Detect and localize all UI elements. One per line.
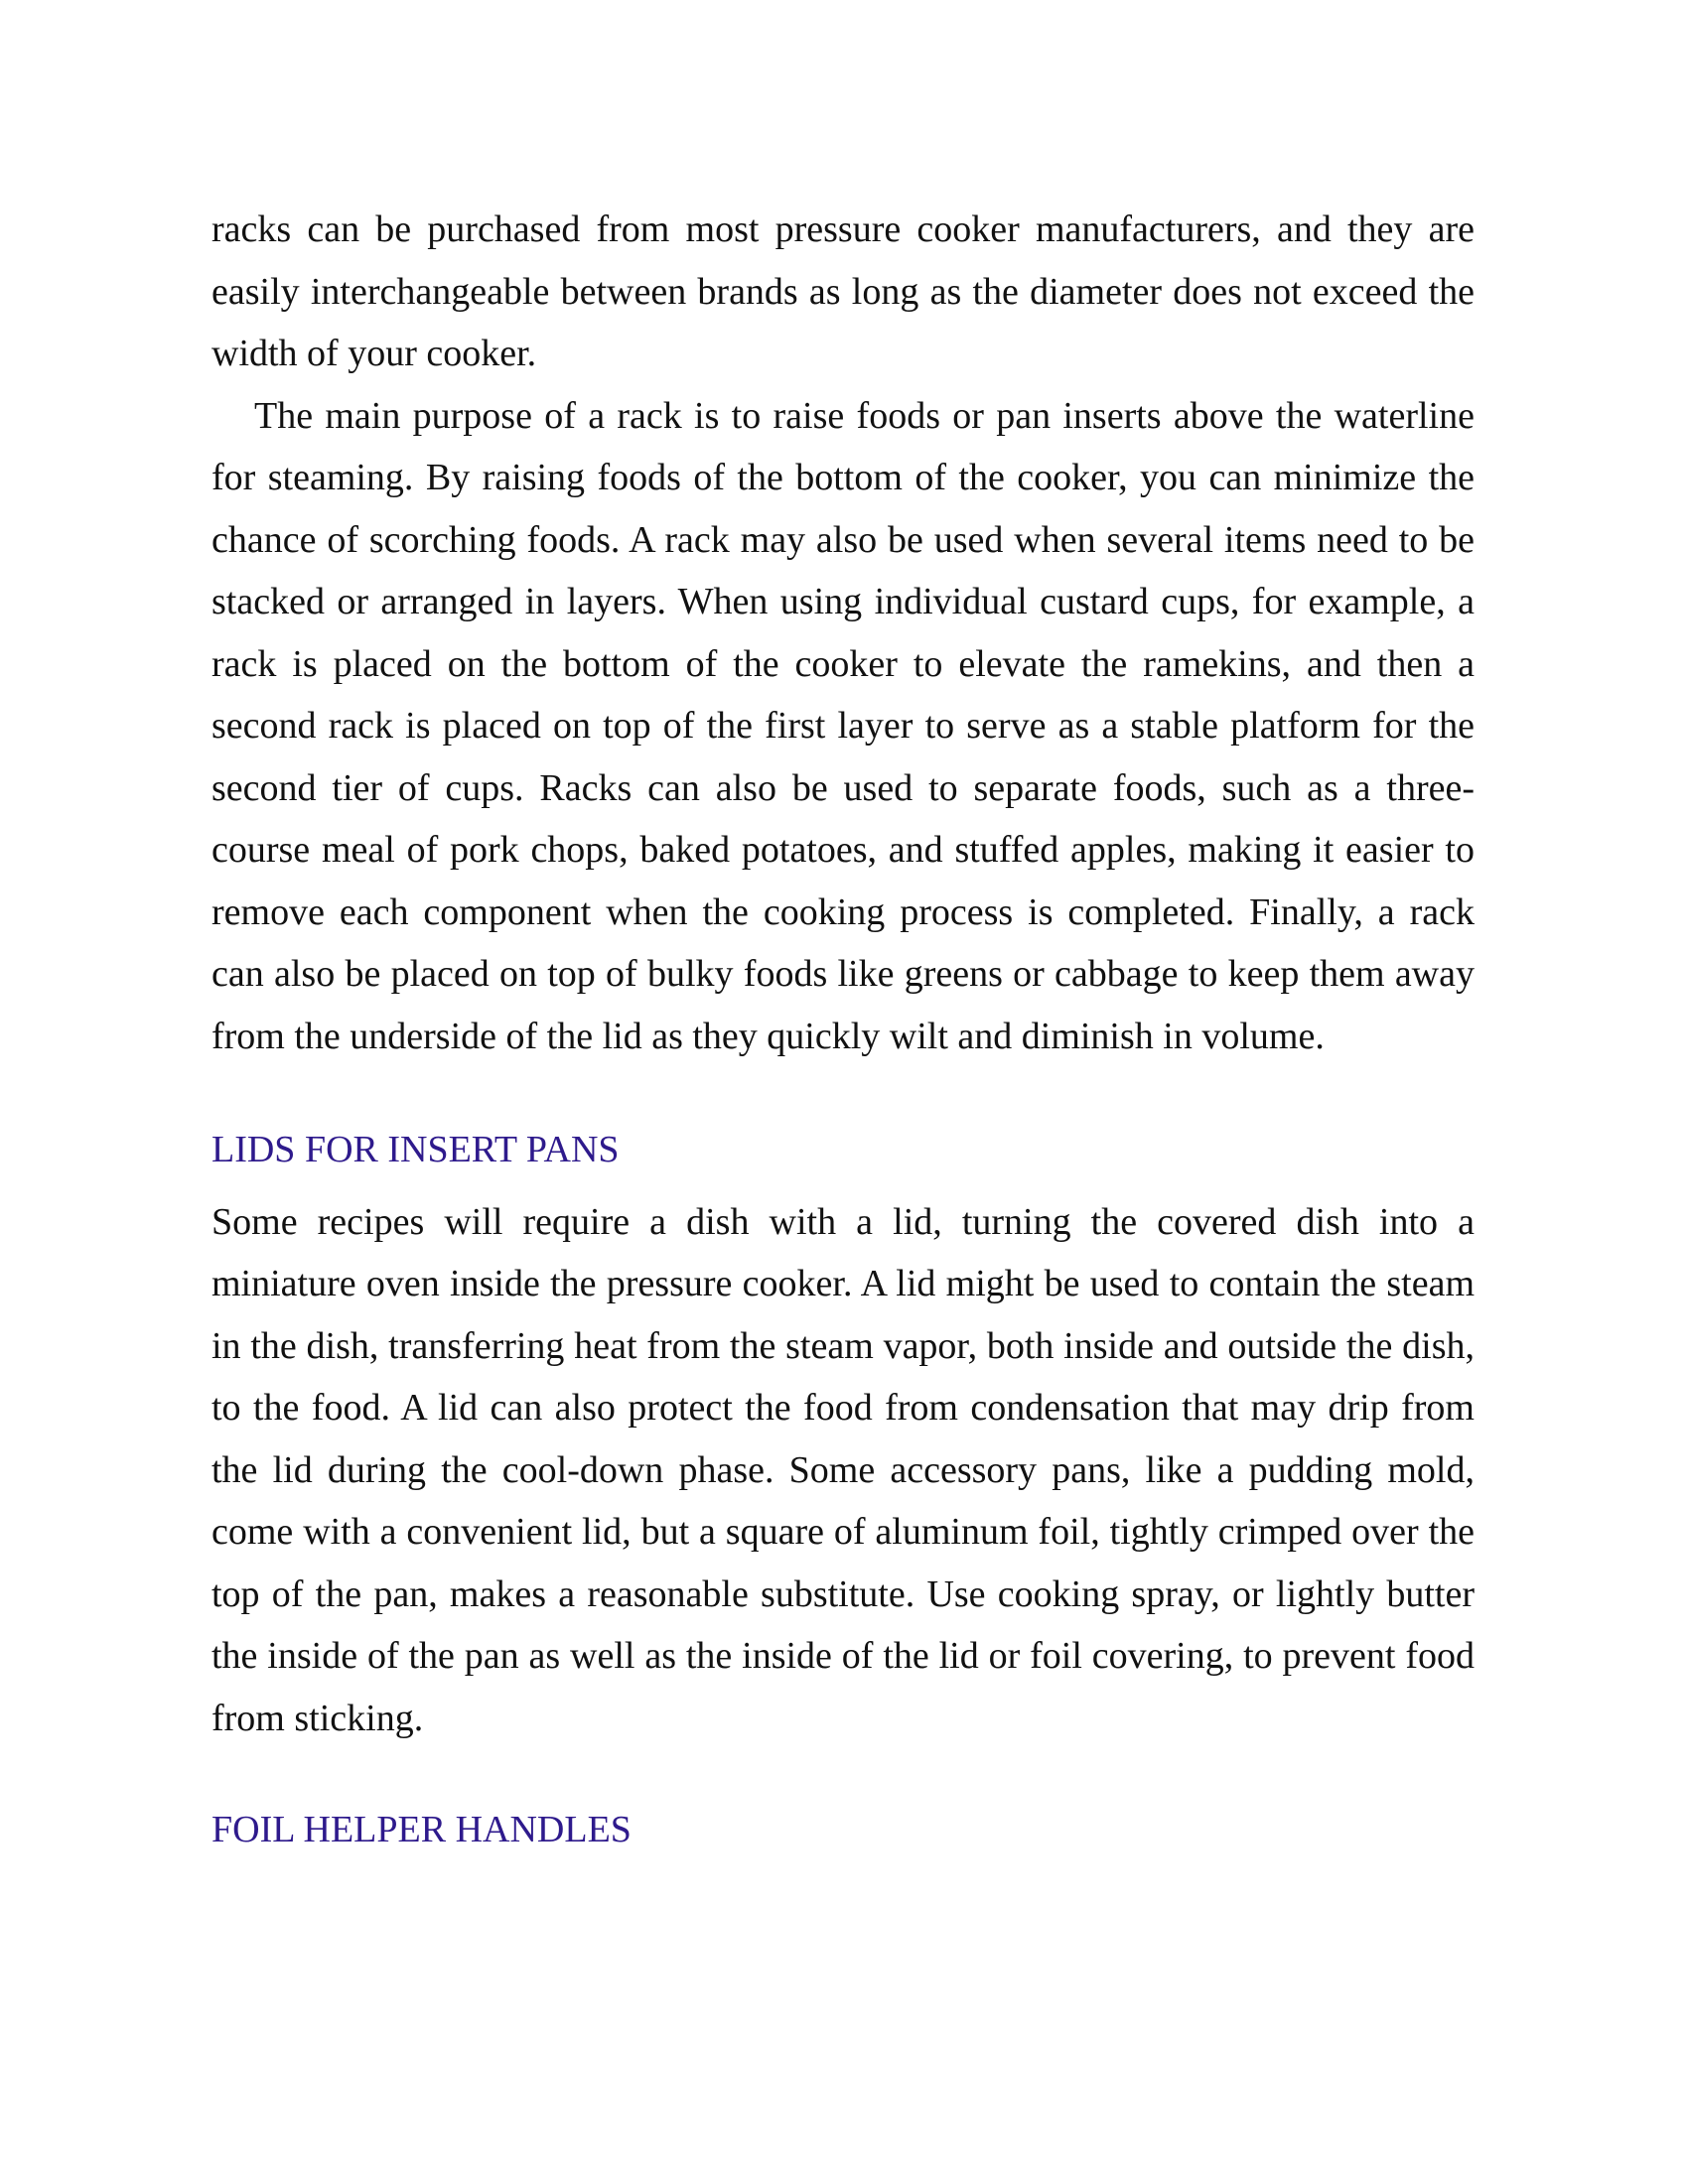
- section-heading-lids: LIDS FOR INSERT PANS: [211, 1129, 620, 1170]
- paragraph-lids: Some recipes will require a dish with a lid, turning the covered dish into a miniature oven inside the pressure cooker. A lid might be used to contain the steam in the dish, transferring heat from the steam vapor, both inside and outside the dish, to the food. A lid can also protect the food from condensation that may drip from the lid during the cool-down phase. Some accessory pans, like a pudding mold, come with a convenient lid, but a square of aluminum foil, tightly crimped over the top of the pan, makes a reasonable substitute. Use cooking spray, or lightly butter the inside of the pan as well as the inside of the lid or foil covering, to prevent food from sticking.: [211, 1200, 1475, 1739]
- page-body: [211, 199, 1475, 1861]
- paragraph-rack-purpose: The main purpose of a rack is to raise foods or pan inserts above the waterline for steaming. By raising foods of the bottom of the cooker, you can minimize the chance of scorching foods. A rack may also be used when several items need to be stacked or arranged in layers. When using individual custard cups, for example, a rack is placed on the bottom of the cooker to elevate the ramekins, and then a second rack is placed on top of the first layer to serve as a stable platform for the second tier of cups. Racks can also be used to separate foods, such as a three-course meal of pork chops, baked potatoes, and stuffed apples, making it easier to remove each component when the cooking process is completed. Finally, a rack can also be placed on top of bulky foods like greens or cabbage to keep them away from the underside of the lid as they quickly wilt and diminish in volume.: [211, 394, 1475, 1057]
- paragraph-racks-continued: racks can be purchased from most pressure cooker manufacturers, and they are easily interchangeable between brands as long as the diameter does not exceed the width of your cooker.: [211, 208, 1475, 374]
- section-heading-foil: FOIL HELPER HANDLES: [211, 1809, 632, 1850]
